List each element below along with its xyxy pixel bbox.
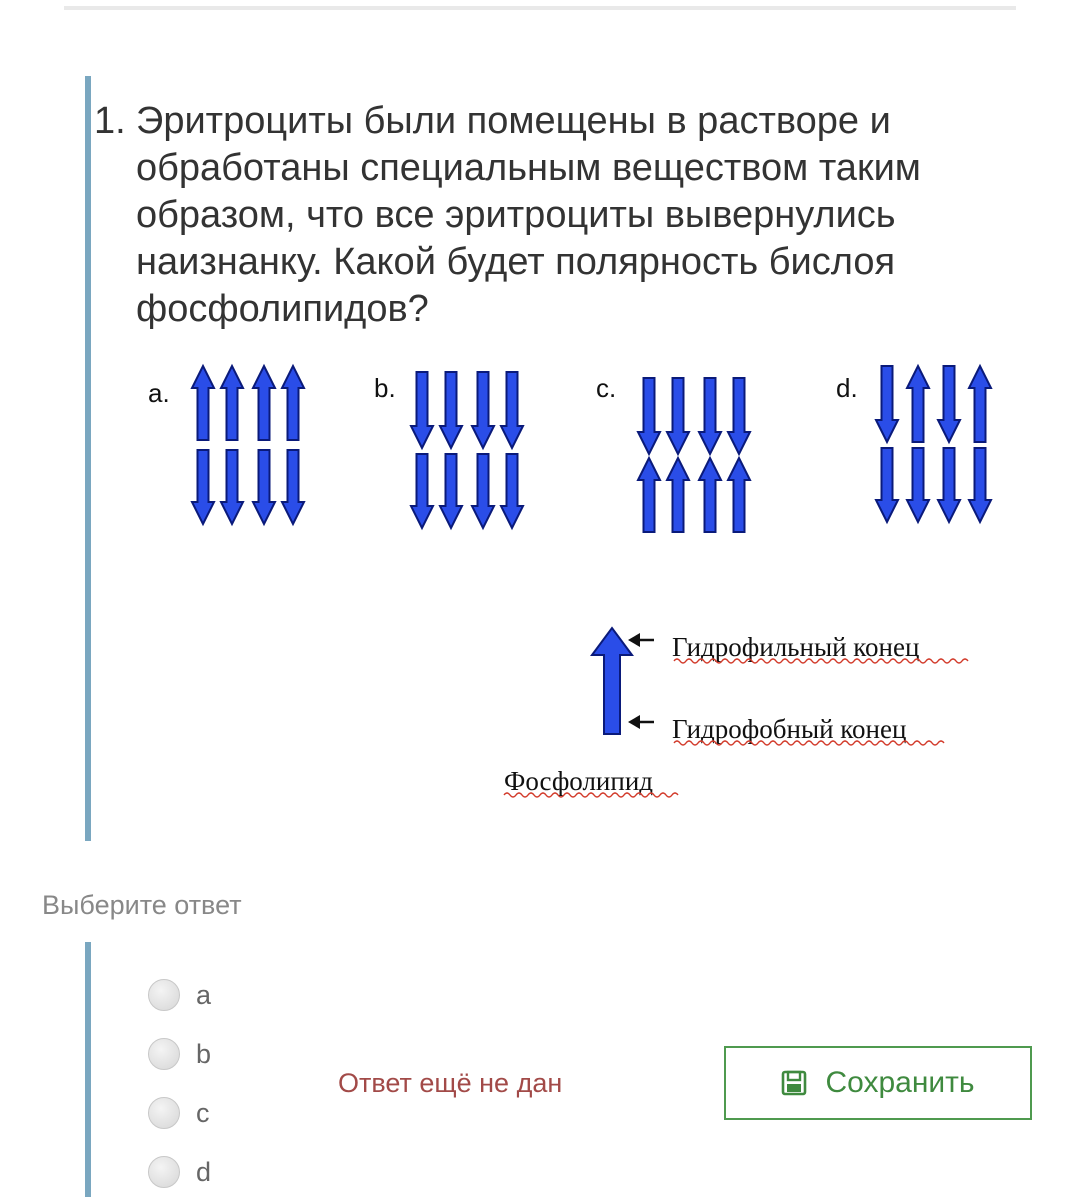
answer-option-label: c xyxy=(196,1097,210,1128)
question-number: 1. xyxy=(94,100,126,142)
arrow-down-icon xyxy=(638,378,660,454)
legend-hydrophilic-end: Гидрофильный конец xyxy=(672,632,920,662)
arrow-down-icon xyxy=(411,454,433,528)
arrow-down-icon xyxy=(472,454,494,528)
radio-button[interactable] xyxy=(148,1038,180,1070)
arrow-down-icon xyxy=(969,448,991,522)
save-button-label: Сохранить xyxy=(825,1066,975,1099)
figure-option-label-b: b. xyxy=(374,373,396,403)
hydrophobic-pointer-head xyxy=(628,715,640,729)
arrow-down-icon xyxy=(728,378,750,454)
floppy-disk-icon xyxy=(781,1070,807,1096)
radio-button[interactable] xyxy=(148,1097,180,1129)
arrow-up-icon xyxy=(667,458,689,532)
answer-option-label: d xyxy=(196,1156,212,1187)
answer-option-c[interactable] xyxy=(148,1095,210,1131)
figure-option-label-a: a. xyxy=(148,378,170,408)
arrow-down-icon xyxy=(907,448,929,522)
arrow-down-icon xyxy=(876,448,898,522)
arrow-down-icon xyxy=(938,448,960,522)
legend-arrow-icon xyxy=(592,628,632,734)
arrow-down-icon xyxy=(938,366,960,442)
arrow-down-icon xyxy=(440,372,462,448)
answer-option-label: b xyxy=(196,1038,212,1069)
answer-option-label: a xyxy=(196,979,212,1010)
answer-option-a[interactable] xyxy=(148,977,211,1013)
figure-option-label-d: d. xyxy=(836,373,858,403)
arrow-up-icon xyxy=(728,458,750,532)
save-button[interactable] xyxy=(724,1046,1032,1120)
legend-phospholipid: Фосфолипид xyxy=(504,766,654,796)
answer-accent-bar xyxy=(85,942,91,1197)
arrow-down-icon xyxy=(440,454,462,528)
arrow-down-icon xyxy=(411,372,433,448)
arrow-up-icon xyxy=(253,366,275,440)
arrow-up-icon xyxy=(638,458,660,532)
hydrophilic-pointer-head xyxy=(628,633,640,647)
figure-option-label-c: c. xyxy=(596,373,617,403)
arrow-down-icon xyxy=(472,372,494,448)
bilayer-arrows xyxy=(192,366,991,532)
question-text: Эритроциты были помещены в растворе и обработаны специальным веществом таким образом, что все эритроциты вывернулись наизнанку. Какой будет полярность бислоя фосфолипидов? xyxy=(136,100,921,330)
spellcheck-underline xyxy=(674,659,968,663)
arrow-down-icon xyxy=(282,450,304,524)
arrow-down-icon xyxy=(501,372,523,448)
arrow-down-icon xyxy=(253,450,275,524)
question-accent-bar xyxy=(85,76,91,841)
arrow-down-icon xyxy=(667,378,689,454)
arrow-up-icon xyxy=(699,458,721,532)
spellcheck-underline xyxy=(674,741,944,745)
radio-button[interactable] xyxy=(148,1156,180,1188)
arrow-up-icon xyxy=(907,366,929,442)
arrow-down-icon xyxy=(501,454,523,528)
answer-option-b[interactable] xyxy=(148,1036,211,1072)
arrow-down-icon xyxy=(876,366,898,442)
answer-status: Ответ ещё не дан xyxy=(338,1068,563,1098)
arrow-down-icon xyxy=(699,378,721,454)
legend-hydrophobic-end: Гидрофобный конец xyxy=(672,714,907,744)
arrow-up-icon xyxy=(282,366,304,440)
arrow-down-icon xyxy=(192,450,214,524)
arrow-down-icon xyxy=(221,450,243,524)
arrow-up-icon xyxy=(969,366,991,442)
answer-option-d[interactable] xyxy=(148,1154,211,1190)
arrow-up-icon xyxy=(221,366,243,440)
spellcheck-underline xyxy=(504,793,678,797)
top-divider xyxy=(64,6,1016,10)
answer-prompt: Выберите ответ xyxy=(42,890,242,920)
radio-button[interactable] xyxy=(148,979,180,1011)
arrow-up-icon xyxy=(192,366,214,440)
